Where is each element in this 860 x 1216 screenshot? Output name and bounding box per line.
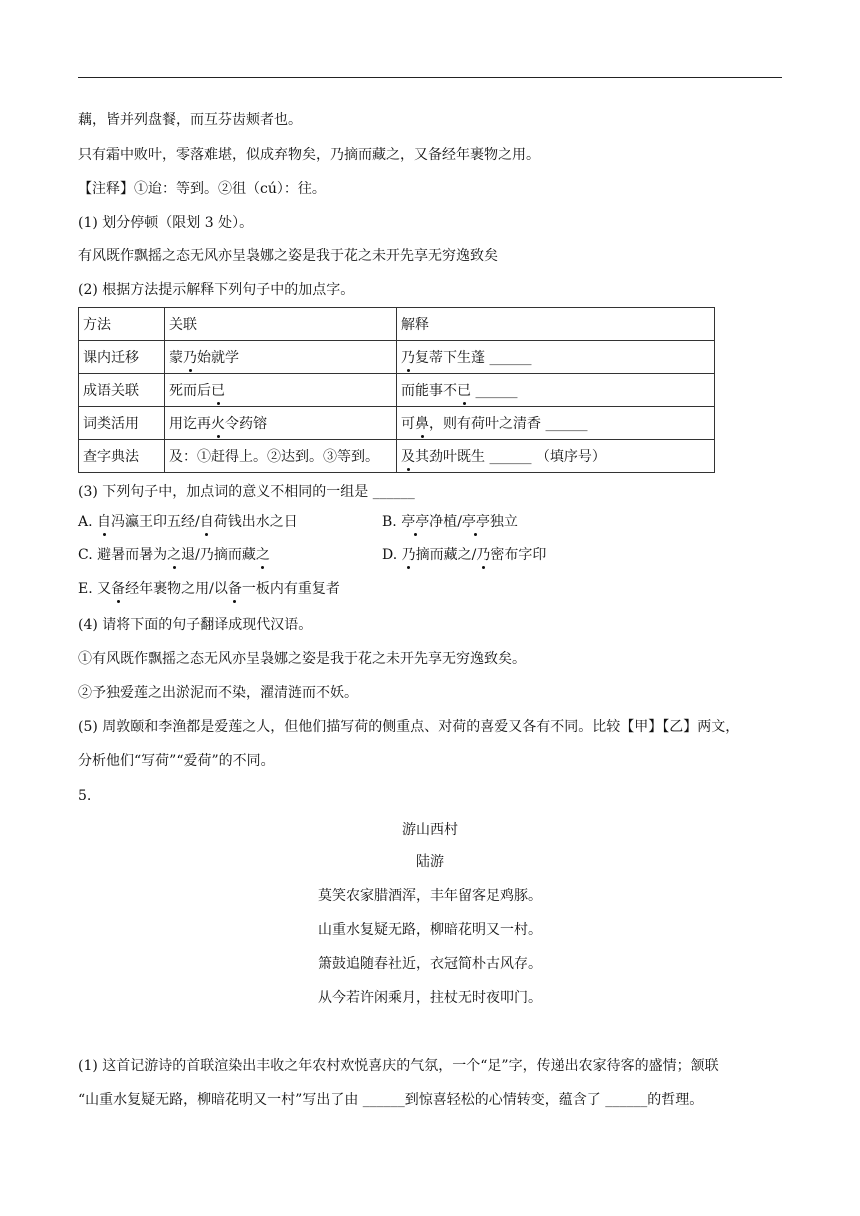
- methods-table: [78, 307, 715, 473]
- option-d: D. 乃摘而藏之/乃密布字印: [382, 547, 547, 563]
- poem-title: 游山西村: [402, 822, 458, 838]
- dotted-char: 已: [457, 383, 471, 399]
- explanation-cell: 乃复蒂下生蓬 ______: [397, 341, 715, 374]
- passage-line: 只有霜中败叶，零落难堪，似成弃物矣，乃摘而藏之，又备经年裹物之用。: [78, 147, 540, 163]
- option-e: E. 又备经年裹物之用/以备一板内有重复者: [78, 581, 340, 597]
- explanation-cell: 可鼻，则有荷叶之清香 ______: [397, 407, 715, 440]
- question-5-line: 分析他们“写荷”“爱荷”的不同。: [78, 753, 275, 769]
- method-cell: 词类活用: [79, 407, 165, 440]
- explanation-cell: 及其劲叶既生 ______ （填序号）: [397, 440, 715, 473]
- poem-author: 陆游: [416, 854, 444, 870]
- table-row: [79, 440, 715, 473]
- question-4-title: (4) 请将下面的句子翻译成现代汉语。: [78, 617, 313, 633]
- dotted-char: 火: [211, 416, 225, 432]
- table-header-cell: 解释: [397, 308, 715, 341]
- dotted-char: 及: [401, 449, 415, 465]
- relation-cell: 用讫再火令药镕: [165, 407, 397, 440]
- explanation-cell: 而能事不已 ______: [397, 374, 715, 407]
- table-row: [79, 341, 715, 374]
- method-cell: 查字典法: [79, 440, 165, 473]
- option-c: C. 避暑而暑为之退/乃摘而藏之: [78, 547, 270, 563]
- table-header-cell: 关联: [165, 308, 397, 341]
- dotted-char: 鼻: [415, 416, 429, 432]
- question-1-text: 有风既作飘摇之态无风亦呈袅娜之姿是我于花之未开先享无穷逸致矣: [78, 248, 498, 264]
- translation-sentence-2: ②予独爱莲之出淤泥而不染，濯清涟而不妖。: [78, 685, 358, 701]
- relation-cell: 及：①赶得上。②达到。③等到。: [165, 440, 397, 473]
- poem-line: 山重水复疑无路，柳暗花明又一村。: [318, 922, 542, 938]
- table-row: [79, 374, 715, 407]
- question-5-line: (5) 周敦颐和李渔都是爱莲之人，但他们描写荷的侧重点、对荷的喜爱又各有不同。比较【甲】【乙】两文，: [78, 719, 740, 735]
- poem-line: 莫笑农家腊酒浑，丰年留客足鸡豚。: [318, 888, 542, 904]
- translation-sentence-1: ①有风既作飘摇之态无风亦呈袅娜之姿是我于花之未开先享无穷逸致矣。: [78, 651, 526, 667]
- poem-question-1-line: (1) 这首记游诗的首联渲染出丰收之年农村欢悦喜庆的气氛，一个“足”字，传递出农家待客的盛情；颔联: [78, 1058, 719, 1074]
- dotted-char: 乃: [183, 350, 197, 366]
- annotation-note: 【注释】①迨：等到。②徂（cú）：往。: [78, 181, 326, 197]
- poem-line: 从今若许闲乘月，拄杖无时夜叩门。: [318, 990, 542, 1006]
- table-header-row: [79, 308, 715, 341]
- dotted-char: 乃: [401, 350, 415, 366]
- method-cell: 成语关联: [79, 374, 165, 407]
- passage-line: 藕，皆并列盘餐，而互芬齿颊者也。: [78, 112, 302, 128]
- table-header-cell: 方法: [79, 308, 165, 341]
- question-1-title: (1) 划分停顿（限划 3 处）。: [78, 215, 254, 231]
- question-2-title: (2) 根据方法提示解释下列句子中的加点字。: [78, 282, 355, 298]
- method-cell: 课内迁移: [79, 341, 165, 374]
- section-number: 5.: [78, 788, 92, 804]
- dotted-char: 已: [211, 383, 225, 399]
- relation-cell: 蒙乃始就学: [165, 341, 397, 374]
- poem-question-1-line: “山重水复疑无路，柳暗花明又一村”写出了由 ______到惊喜轻松的心情转变，蕴含了 ______的哲理。: [78, 1092, 704, 1108]
- poem-line: 箫鼓追随春社近，衣冠简朴古风存。: [318, 956, 542, 972]
- table-row: [79, 407, 715, 440]
- option-b: B. 亭亭净植/亭亭独立: [382, 514, 518, 530]
- relation-cell: 死而后已: [165, 374, 397, 407]
- option-a: A. 自冯瀛王印五经/自荷钱出水之日: [78, 514, 298, 530]
- question-3-title: (3) 下列句子中，加点词的意义不相同的一组是 ______: [78, 484, 415, 500]
- header-rule: [78, 77, 782, 78]
